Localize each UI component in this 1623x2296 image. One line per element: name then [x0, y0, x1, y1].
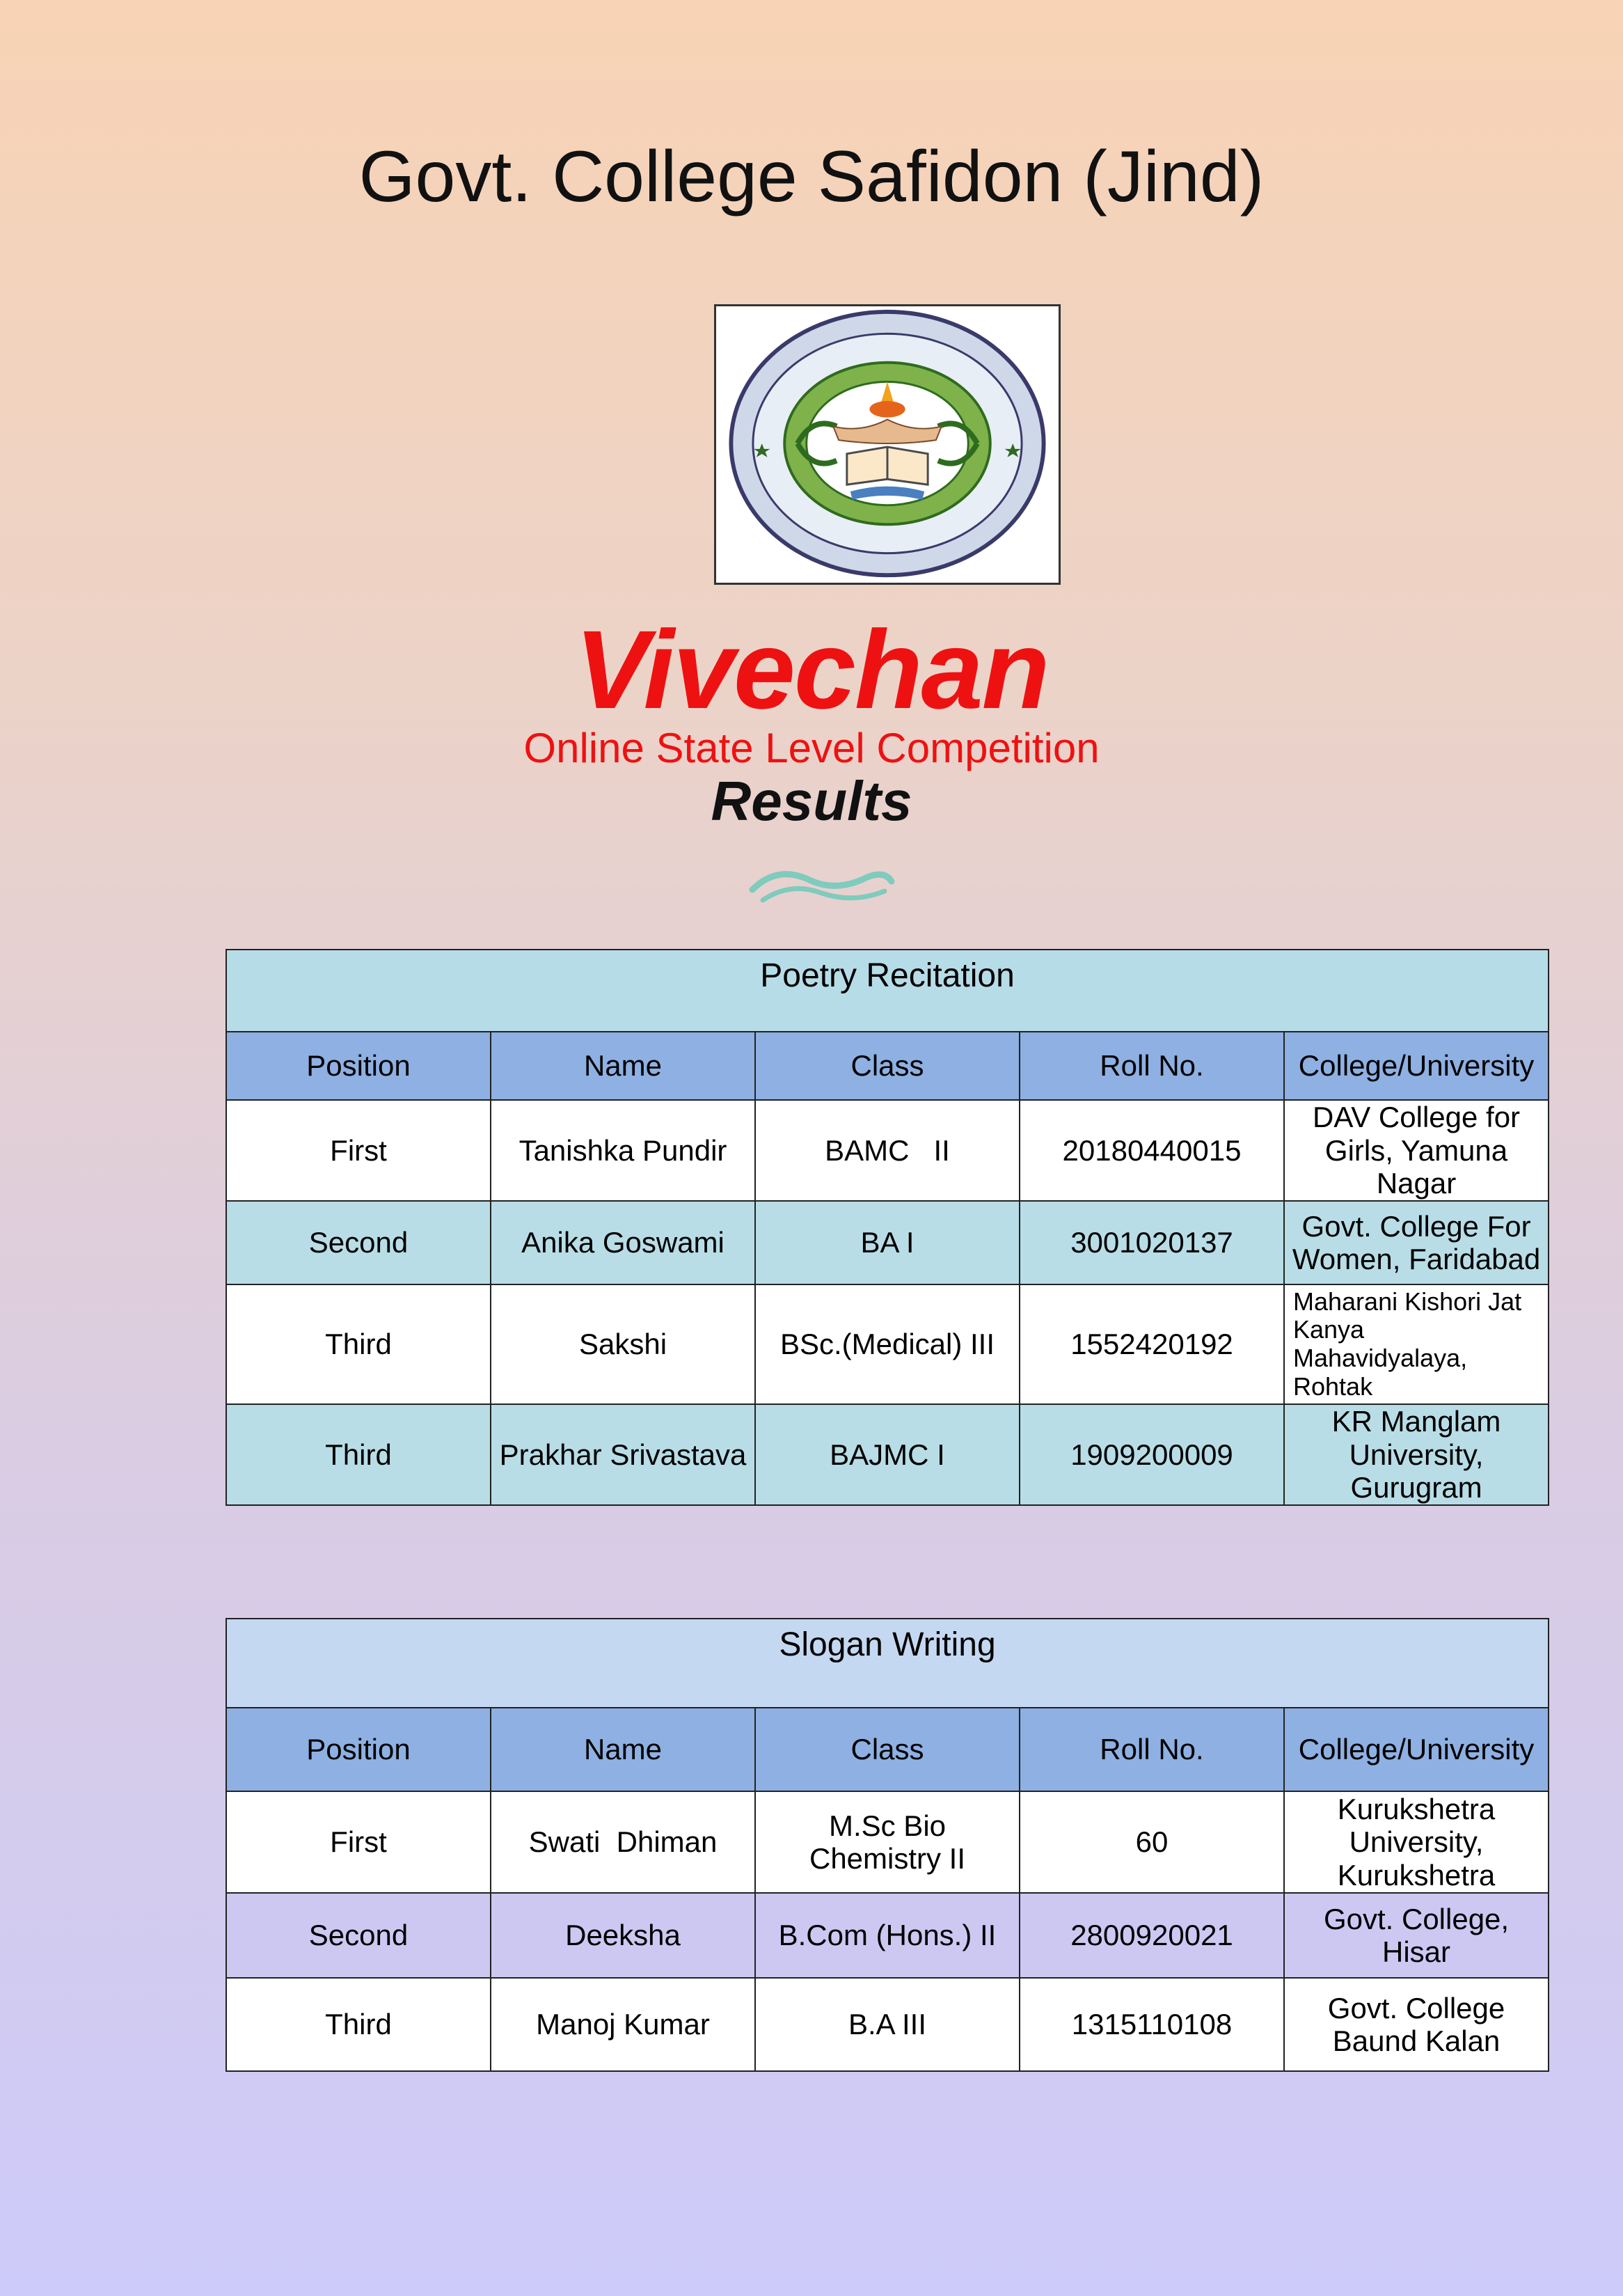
table-row [226, 1201, 1549, 1284]
event-name: Vivechan [574, 607, 1049, 732]
cell-roll: 2800920021 [1020, 1893, 1284, 1978]
cell-position: First [226, 1100, 491, 1201]
column-header-position: Position [226, 1708, 491, 1791]
table-row [226, 1893, 1549, 1978]
table-row [226, 1284, 1549, 1404]
poetry-recitation-table [225, 949, 1549, 1506]
cell-name: Sakshi [491, 1284, 755, 1404]
table-title: Poetry Recitation [226, 950, 1549, 1032]
cell-college: Maharani Kishori Jat Kanya Mahavidyalaya, Rohtak [1284, 1284, 1549, 1404]
column-header-class: Class [755, 1032, 1020, 1100]
column-header-roll: Roll No. [1020, 1708, 1284, 1791]
cell-position: Second [226, 1893, 491, 1978]
cell-class: B.Com (Hons.) II [755, 1893, 1020, 1978]
cell-roll: 20180440015 [1020, 1100, 1284, 1201]
cell-college: Govt. College Baund Kalan [1284, 1978, 1549, 2071]
college-logo [714, 304, 1061, 585]
college-emblem-icon [716, 306, 1059, 583]
cell-roll: 1552420192 [1020, 1284, 1284, 1404]
cell-name: Deeksha [491, 1893, 755, 1978]
cell-name: Manoj Kumar [491, 1978, 755, 2071]
table-row [226, 1791, 1549, 1893]
cell-name: Swati Dhiman [491, 1791, 755, 1893]
college-title: Govt. College Safidon (Jind) [358, 136, 1265, 217]
column-header-roll: Roll No. [1020, 1032, 1284, 1100]
decorative-swirl-icon [749, 862, 895, 911]
cell-class: BSc.(Medical) III [755, 1284, 1020, 1404]
cell-class: BAMC II [755, 1100, 1020, 1201]
table-title: Slogan Writing [226, 1619, 1549, 1708]
cell-class: M.Sc Bio Chemistry II [755, 1791, 1020, 1893]
cell-roll: 1315110108 [1020, 1978, 1284, 2071]
column-header-name: Name [491, 1708, 755, 1791]
cell-college: KR Manglam University, Gurugram [1284, 1404, 1549, 1505]
cell-position: Third [226, 1284, 491, 1404]
table-row [226, 1100, 1549, 1201]
column-header-position: Position [226, 1032, 491, 1100]
cell-position: Third [226, 1978, 491, 2071]
column-header-class: Class [755, 1708, 1020, 1791]
column-header-name: Name [491, 1032, 755, 1100]
cell-position: Third [226, 1404, 491, 1505]
cell-name: Anika Goswami [491, 1201, 755, 1284]
cell-class: BAJMC I [755, 1404, 1020, 1505]
cell-position: Second [226, 1201, 491, 1284]
cell-college: Govt. College, Hisar [1284, 1893, 1549, 1978]
cell-college: DAV College for Girls, Yamuna Nagar [1284, 1100, 1549, 1201]
table-row [226, 1978, 1549, 2071]
cell-name: Prakhar Srivastava [491, 1404, 755, 1505]
event-subtitle: Online State Level Competition [523, 725, 1100, 771]
cell-name: Tanishka Pundir [491, 1100, 755, 1201]
column-header-college: College/University [1284, 1708, 1549, 1791]
cell-roll: 3001020137 [1020, 1201, 1284, 1284]
cell-class: B.A III [755, 1978, 1020, 2071]
cell-college: Govt. College For Women, Faridabad [1284, 1201, 1549, 1284]
column-header-college: College/University [1284, 1032, 1549, 1100]
slogan-writing-table [225, 1618, 1549, 2072]
cell-roll: 1909200009 [1020, 1404, 1284, 1505]
cell-position: First [226, 1791, 491, 1893]
cell-college: Kurukshetra University, Kurukshetra [1284, 1791, 1549, 1893]
results-heading: Results [711, 770, 912, 832]
cell-class: BA I [755, 1201, 1020, 1284]
table-row [226, 1404, 1549, 1505]
cell-roll: 60 [1020, 1791, 1284, 1893]
